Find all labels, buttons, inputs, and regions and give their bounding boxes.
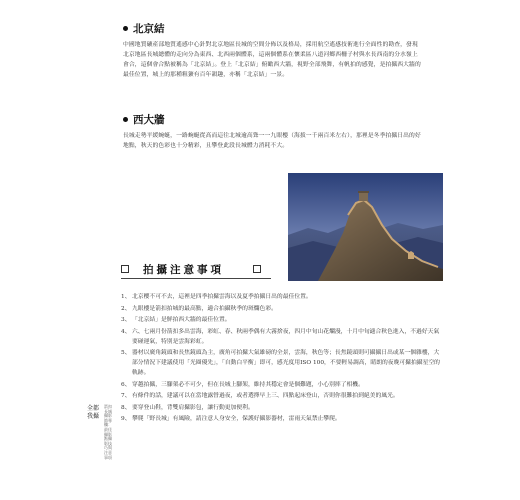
bullet-icon — [123, 26, 128, 31]
list-item: 1、 北京櫻不可不去，這裡是四季拍攝雲海以及夏季拍攝日出的最佳位置。 — [121, 294, 312, 300]
heading-box-icon — [253, 265, 261, 273]
list-item: 4、 六、七兩月份箭扣多出雲海，彩虹、春、秋兩季偶有大霧捨夜，四月中旬山花爛漫，十月中旬適合秋色進入，不過好天氣要碰運氣，特別是雲海彩虹。 — [121, 328, 440, 345]
side-running-title: 箭扣長城攝影節專欄：最佳攝影點攝影技巧與注意事項 — [104, 404, 112, 460]
list-item: 9、 攀爬「野長城」有風險，請注意人身安全，保護好攝影器材，雷雨天氣禁止攀爬。 — [121, 416, 341, 422]
list-item: 7、 有條件的話，建議可以在當地露營過夜，或者選擇早上三、四點起床登山，否則你很難拍到絕美的風光。 — [121, 393, 399, 399]
section-title-beijingjie: 北京結 — [123, 22, 165, 36]
notice-heading — [121, 262, 281, 278]
great-wall-illustration — [288, 173, 443, 281]
list-item: 8、 要穿登山鞋，背雙肩攝影包，讓行動更加便利。 — [121, 404, 254, 411]
side-tab: 全都我攝 — [86, 405, 99, 420]
section-body-beijingjie: 中國地質礦產部地質遙感中心針對北京地區長城的空間分佈以及格局，採用航空遙感技術進行全面性的勘查，發現北京地區長城總體的走向分為東西、北西兩個體系，這兩個體系在懷柔區八道河鄉西柵子村與水長西南的分水嶺上會合，這個會合點被稱為「北京結」。登上「北京結」俯瞰西大牆，視野全部飛舞，有帆拍的感覺，是拍攝西大牆的最佳位置，城上的那種粗獷有百年韻趣，亦稱「北京結」一景。 — [123, 42, 421, 78]
list-item: 2、 九眼樓是箭扣拍城的最高點，適合拍攝秋季的斑爛色彩。 — [121, 305, 277, 312]
notice-title: 拍攝注意事項 — [143, 264, 224, 276]
notice-list — [121, 292, 441, 426]
heading-underline — [121, 278, 271, 279]
great-wall-photo — [288, 173, 443, 281]
section-body-xidaqiang: 長城走勢平緩蜿蜒，一路蜿蜒從高而這往北城逾高聳一一九眼樓（海拔一千兩百米左右），那裡是冬季拍攝日出的好地點，秋天的色彩也十分精彩，且攀登此段長城體力消耗不大。 — [123, 133, 421, 149]
list-item: 3、 「北京結」是鮮拍西大牆的最佳位置。 — [121, 317, 231, 323]
bullet-icon — [123, 117, 128, 122]
list-item: 6、 穿越拍攝，三腳架必不可少，但在長城上腳架，維持其穩定會是個難題，小心別摔了相機。 — [121, 381, 364, 388]
list-item: 5、 器材以廣角鏡頭和長焦鏡頭為主，廣角可拍攝大氣雄磅的全景，雲海，秋色等；長焦鏡頭則可攝攝日出或某一個雜樓，大部分情況下建議使用「光圈優先」，「自動白平衡」即可，感光度用ISO 100，不要輕易調高，睛朗的夜晚可攝拍攝星空的軌跡。 — [121, 350, 440, 376]
section-title-xidaqiang: 西大牆 — [123, 113, 165, 127]
heading-box-icon — [121, 265, 129, 273]
